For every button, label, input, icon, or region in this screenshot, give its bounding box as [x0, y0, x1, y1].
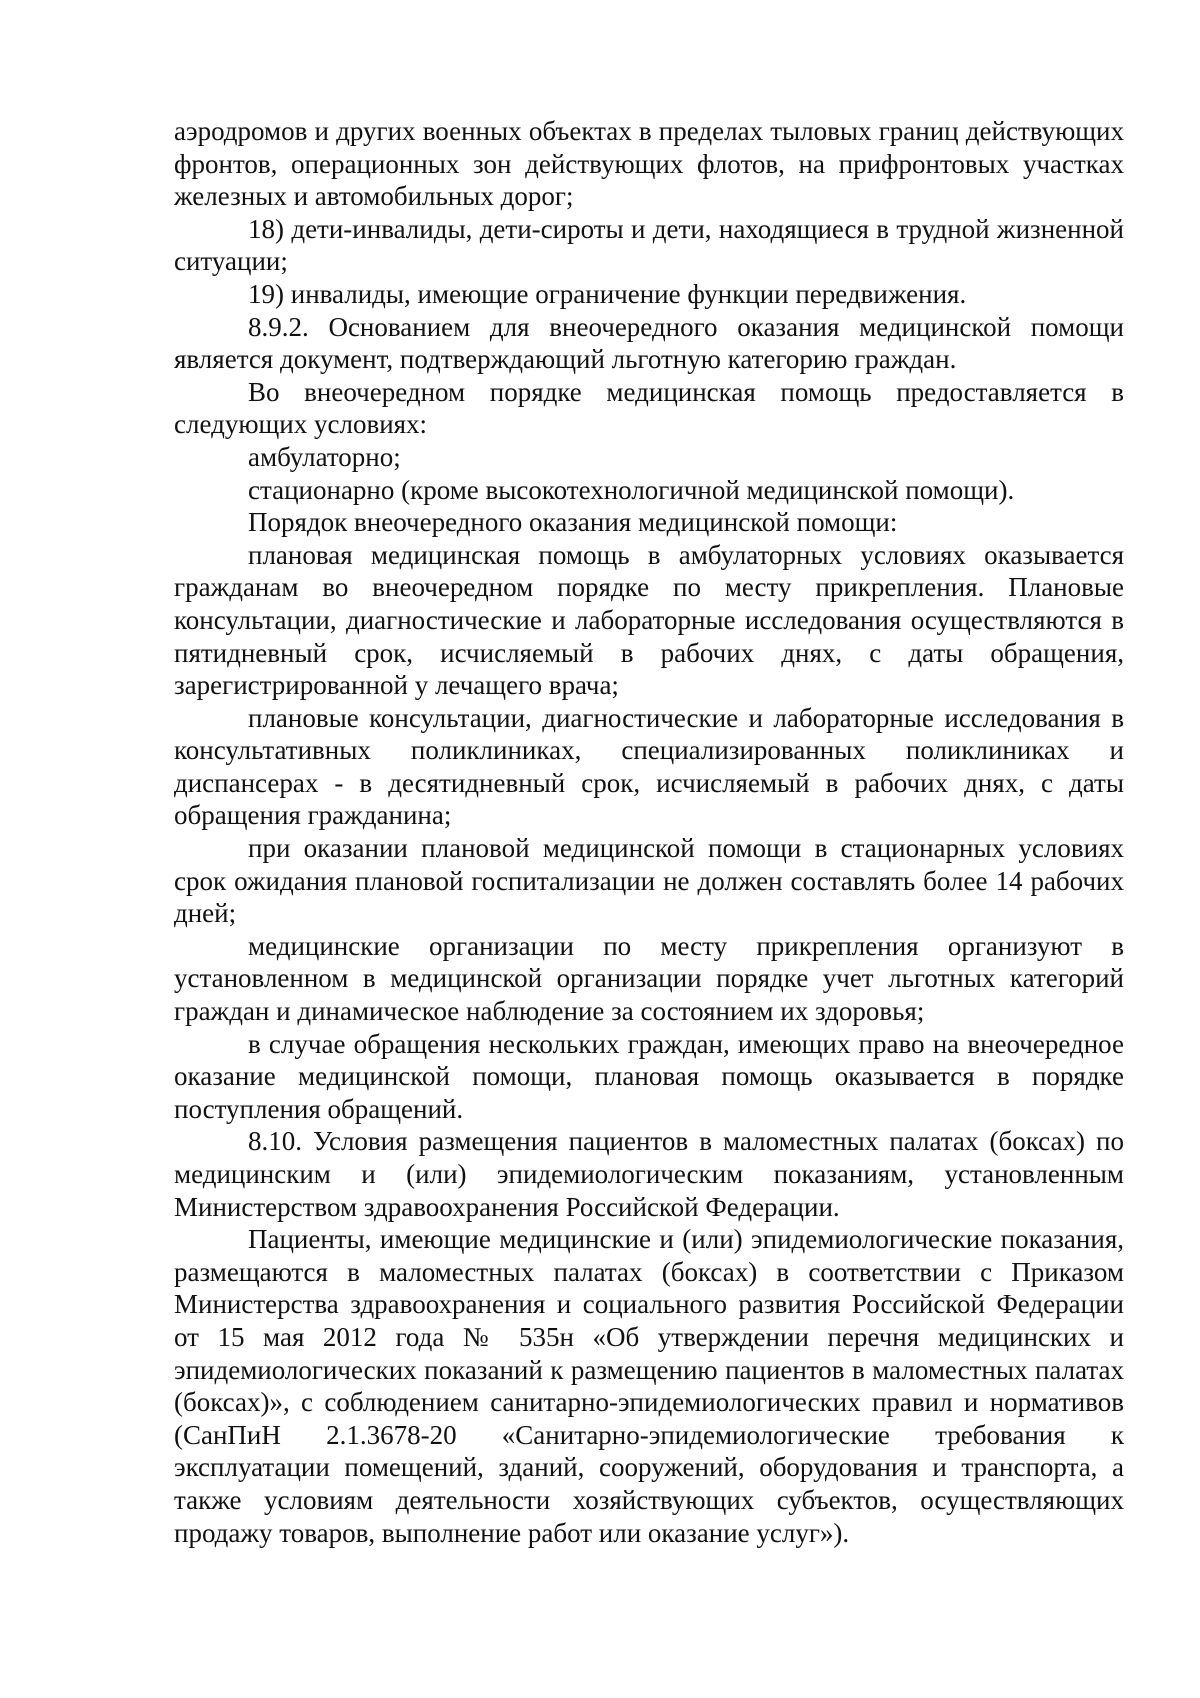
paragraph-continuation: аэродромов и других военных объектах в пределах тыловых границ действующих фронтов, операционных зон действующих флотов, на прифронтовых участках железных и автомобильных дорог;: [174, 116, 1124, 212]
paragraph-8-10: 8.10. Условия размещения пациентов в маломестных палатах (боксах) по медицинским и (или) эпидемиологическим показаниям, установленным Министерством здравоохранения Российской Федерации.: [174, 1126, 1124, 1222]
paragraph-registration: медицинские организации по месту прикрепления организуют в установленном в медицинской организации порядке учет льготных категорий граждан и динамическое наблюдение за состоянием их здоровья;: [174, 930, 1124, 1027]
paragraph-outpatient: амбулаторно;: [248, 441, 401, 472]
paragraph-procedure-intro: Порядок внеочередного оказания медицинской помощи:: [248, 507, 898, 538]
paragraph-planned-outpatient: плановая медицинская помощь в амбулаторных условиях оказывается гражданам во внеочередном порядке по месту прикрепления. Плановые консультации, диагностические и лабораторные исследования осуществляются в пятидневный срок, исчисляемый в рабочих днях, с даты обращения, зарегистрированной у лечащего врача;: [174, 539, 1124, 701]
paragraph-item-18: 18) дети-инвалиды, дети-сироты и дети, находящиеся в трудной жизненной ситуации;: [174, 213, 1124, 277]
document-page: [174, 115, 1124, 1549]
paragraph-inpatient: стационарно (кроме высокотехнологичной медицинской помощи).: [248, 474, 1015, 505]
paragraph-planned-consultations: плановые консультации, диагностические и лабораторные исследования в консультативных поликлиниках, специализированных поликлиниках и диспансерах - в десятидневный срок, исчисляемый в рабочих днях, с даты обращения гражданина;: [174, 702, 1124, 831]
paragraph-patients-placement: Пациенты, имеющие медицинские и (или) эпидемиологические показания, размещаются в маломестных палатах (боксах) в соответствии с Приказом Министерства здравоохранения и социального развития Российской Федерации от 15 мая 2012 года № 535н «Об утверждении перечня медицинских и эпидемиологических показаний к размещению пациентов в маломестных палатах (боксах)», с соблюдением санитарно-эпидемиологических правил и нормативов (СанПиН 2.1.3678-20 «Санитарно-эпидемиологические требования к эксплуатации помещений, зданий, сооружений, оборудования и транспорта, а также условиям деятельности хозяйствующих субъектов, осуществляющих продажу товаров, выполнение работ или оказание услуг»).: [174, 1224, 1124, 1548]
paragraph-8-9-2: 8.9.2. Основанием для внеочередного оказания медицинской помощи является документ, подтверждающий льготную категорию граждан.: [174, 311, 1124, 375]
paragraph-planned-inpatient: при оказании плановой медицинской помощи в стационарных условиях срок ожидания плановой госпитализации не должен составлять более 14 рабочих дней;: [174, 833, 1124, 929]
paragraph-item-19: 19) инвалиды, имеющие ограничение функции передвижения.: [248, 278, 967, 309]
paragraph-multiple-requests: в случае обращения нескольких граждан, имеющих право на внеочередное оказание медицинской помощи, плановая помощь оказывается в порядке поступления обращений.: [174, 1028, 1124, 1124]
paragraph-conditions-intro: Во внеочередном порядке медицинская помощь предоставляется в следующих условиях:: [174, 376, 1124, 440]
